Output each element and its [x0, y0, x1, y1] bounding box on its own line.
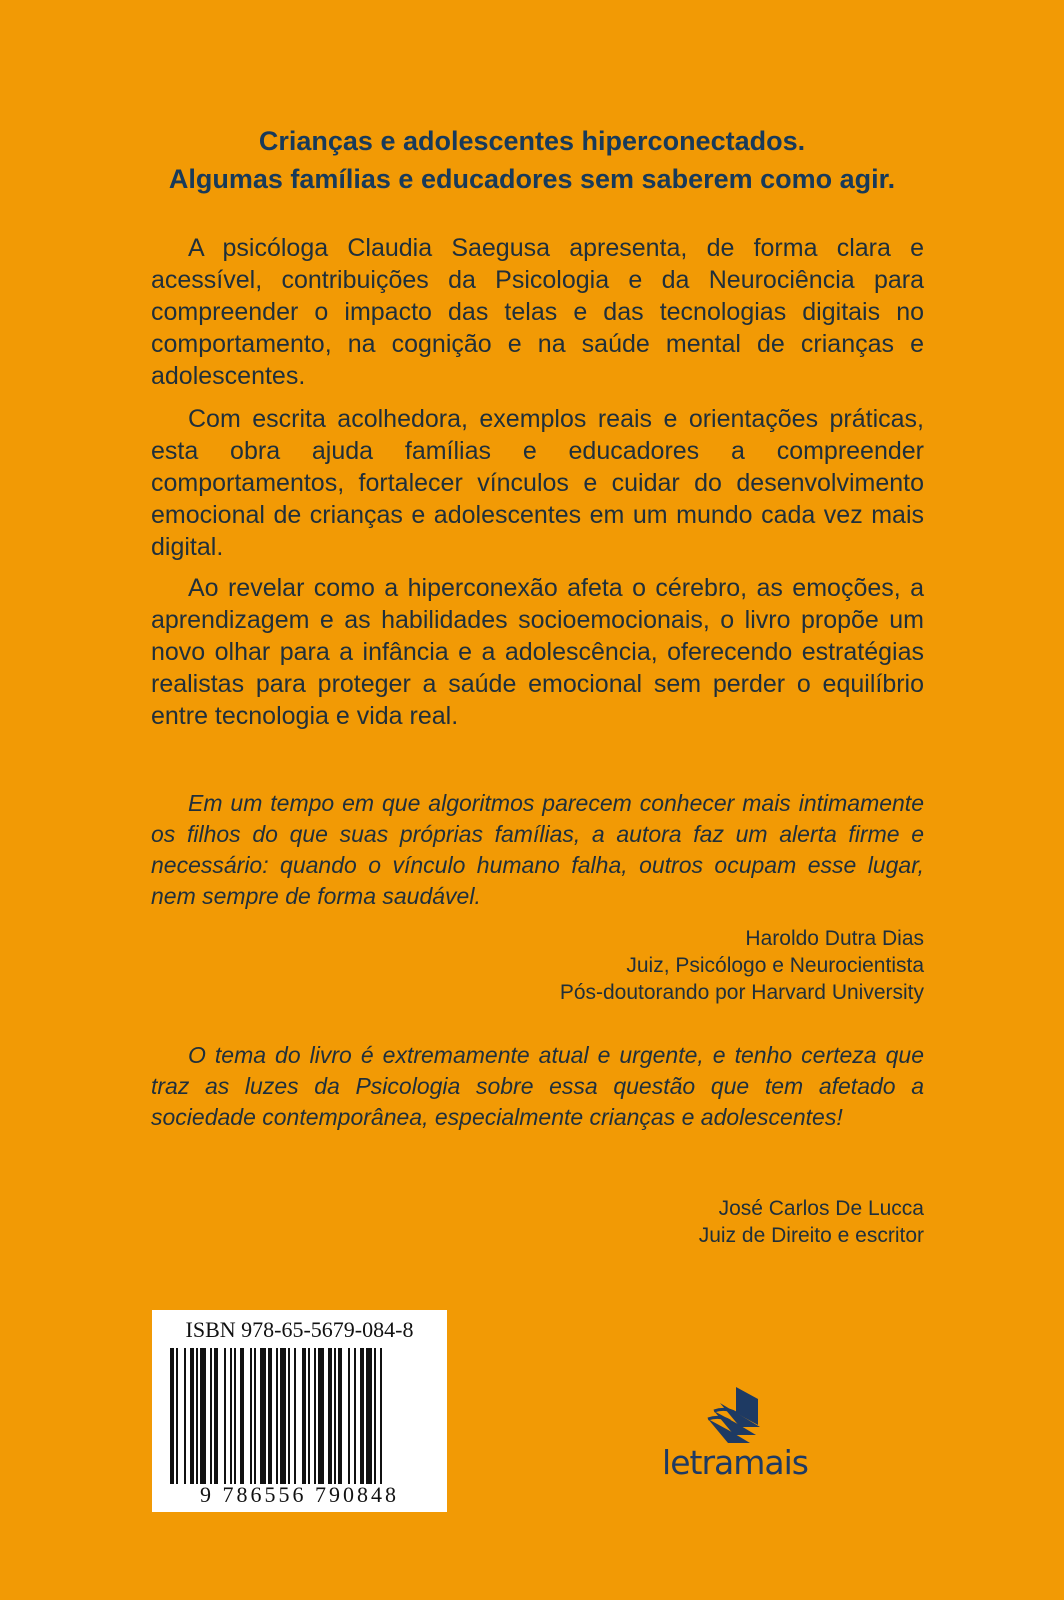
headline-line-1: Crianças e adolescentes hiperconectados.	[258, 126, 806, 156]
barcode-digits: 9 786556 790848	[200, 1482, 399, 1507]
publisher-logo	[650, 1385, 820, 1495]
barcode-bars	[170, 1348, 429, 1484]
publisher-name: letramais	[662, 1443, 808, 1482]
testimonial-quote-1: Em um tempo em que algoritmos parecem conhecer mais intimamente os filhos do que suas próprias famílias, a autora faz um alerta firme e necessário: quando o vínculo humano falha, outros ocupam esse lugar, nem sempre de forma saudável.	[151, 790, 924, 909]
testimonial-attribution-1	[560, 925, 924, 1006]
testimonial-quote-2: O tema do livro é extremamente atual e urgente, e tenho certeza que traz as luzes da Psicologia sobre essa questão que tem afetado a sociedade contemporânea, especialmente crianças e adolescentes!	[151, 1042, 924, 1130]
isbn-barcode	[152, 1310, 447, 1512]
synopsis-paragraph-3: Ao revelar como a hiperconexão afeta o cérebro, as emoções, a aprendizagem e as habilidades socioemocionais, o livro propõe um novo olhar para a infância e a adolescência, oferecendo estratégias realistas para proteger a saúde emocional sem perder o equilíbrio entre tecnologia e vida real.	[151, 574, 924, 730]
testimonial-author-name: José Carlos De Lucca	[718, 1197, 924, 1220]
book-stack-logo-icon	[700, 1385, 772, 1445]
testimonial-author-role: Juiz, Psicólogo e Neurocientista	[626, 954, 924, 977]
headline	[0, 122, 1064, 198]
testimonial-author-name: Haroldo Dutra Dias	[745, 927, 924, 950]
synopsis-paragraph-1: A psicóloga Claudia Saegusa apresenta, de forma clara e acessível, contribuições da Psicologia e da Neurociência para compreender o impacto das telas e das tecnologias digitais no comportamento, na cognição e na saúde mental de crianças e adolescentes.	[151, 234, 924, 390]
testimonial-author-role: Juiz de Direito e escritor	[698, 1224, 924, 1247]
testimonial-author-role: Pós-doutorando por Harvard University	[559, 981, 924, 1004]
headline-line-2: Algumas famílias e educadores sem saberem como agir.	[168, 164, 896, 194]
isbn-label: ISBN 978-65-5679-084-8	[185, 1317, 414, 1342]
synopsis-paragraph-2: Com escrita acolhedora, exemplos reais e orientações práticas, esta obra ajuda famílias e educadores a compreender comportamentos, fortalecer vínculos e cuidar do desenvolvimento emocional de crianças e adolescentes em um mundo cada vez mais digital.	[151, 405, 924, 561]
testimonial-attribution-2	[699, 1195, 924, 1249]
